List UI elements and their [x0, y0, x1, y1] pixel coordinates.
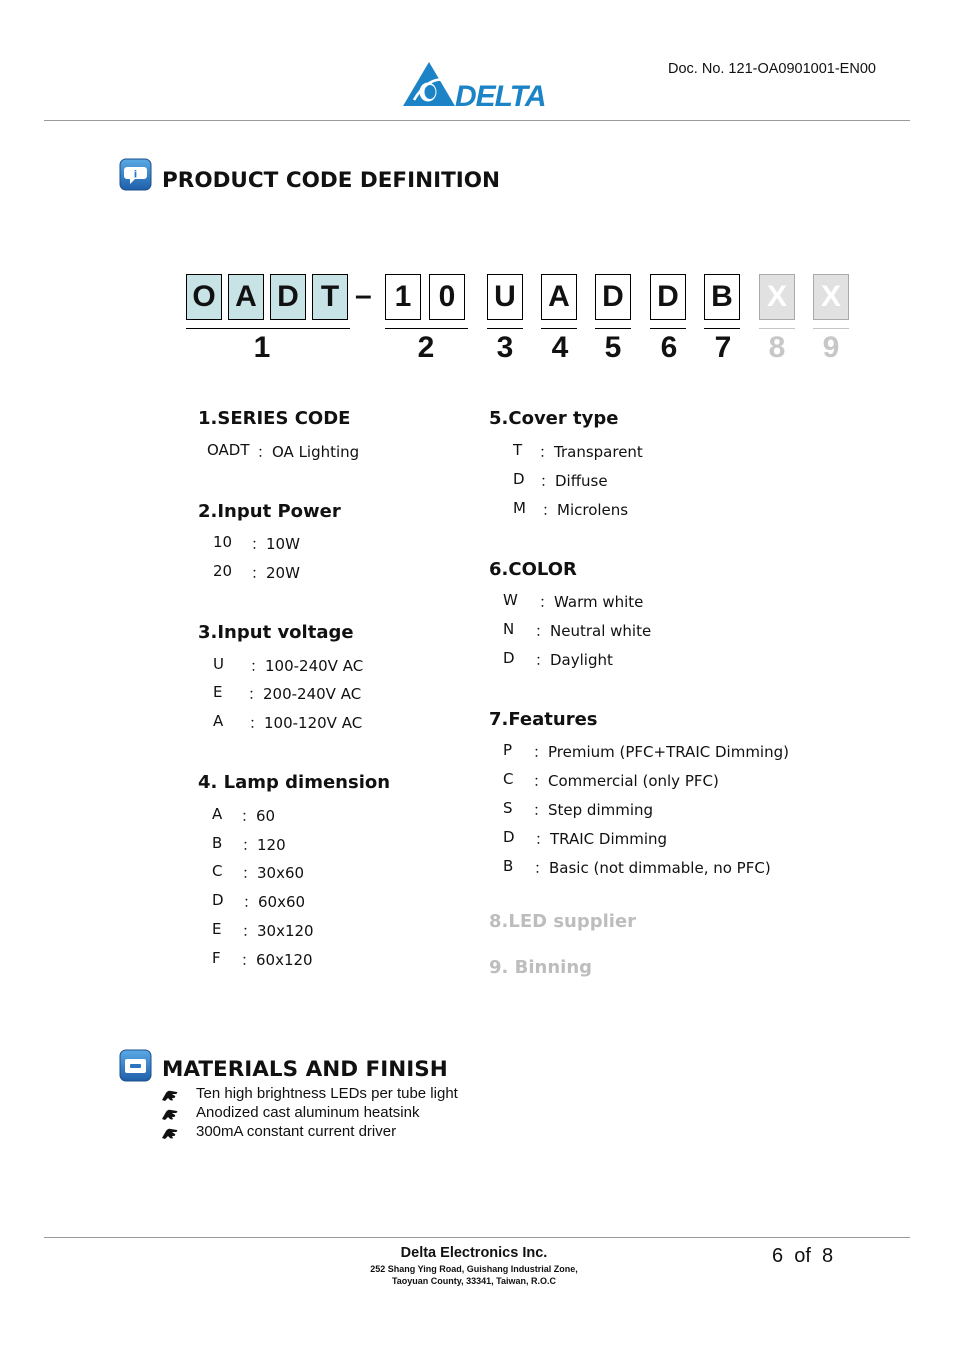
series-code-heading: 1.SERIES CODE: [198, 408, 351, 429]
definition-key: D: [503, 649, 515, 667]
list-item: 300mA constant current driver: [196, 1123, 397, 1140]
code-char: 1: [385, 274, 421, 320]
code-char: B: [704, 274, 740, 320]
code-char: T: [312, 274, 348, 320]
code-position-number: 6: [660, 331, 678, 364]
lamp-dimension-heading: 4. Lamp dimension: [198, 772, 391, 793]
hand-pointer-icon: [161, 1126, 179, 1140]
code-underline: [759, 328, 795, 329]
code-underline: [813, 328, 849, 329]
definition-value: ：TRAIC Dimming: [535, 830, 668, 848]
definition-key: P: [503, 741, 513, 759]
header-divider: [44, 120, 910, 121]
definition-value: ：60: [241, 807, 276, 825]
code-position-number: 9: [822, 331, 840, 364]
code-position-number: 4: [551, 331, 569, 364]
delta-logo-icon: [403, 60, 551, 110]
doc-number: Doc. No. 121-OA0901001-EN00: [668, 61, 876, 77]
svg-text:i: i: [133, 169, 138, 181]
definition-value: ：Transparent: [539, 443, 643, 461]
features-heading: 7.Features: [489, 709, 598, 730]
section-title-materials: MATERIALS AND FINISH: [162, 1057, 448, 1082]
section-title-product-code: PRODUCT CODE DEFINITION: [162, 168, 501, 193]
code-char: U: [487, 274, 523, 320]
code-underline: [541, 328, 577, 329]
definition-key: C: [503, 770, 514, 788]
definition-value: ：30x120: [242, 922, 314, 940]
code-position-number: 3: [496, 331, 514, 364]
code-underline: [186, 328, 350, 329]
code-char: D: [595, 274, 631, 320]
code-char: D: [650, 274, 686, 320]
definition-key: U: [213, 655, 224, 673]
code-char: A: [541, 274, 577, 320]
window-card-icon: [119, 1049, 152, 1086]
definition-key: F: [212, 949, 221, 967]
definition-value: ：Basic (not dimmable, no PFC): [534, 859, 771, 877]
code-underline: [704, 328, 740, 329]
led-supplier-heading: 8.LED supplier: [489, 911, 637, 932]
definition-value: ：Daylight: [535, 651, 613, 669]
cover-type-heading: 5.Cover type: [489, 408, 619, 429]
page-number: 6 of 8: [772, 1245, 834, 1267]
footer-address-line1: 252 Shang Ying Road, Guishang Industrial Zone,: [370, 1264, 578, 1274]
definition-value: ：10W: [251, 535, 300, 553]
definition-value: ：60x60: [243, 893, 306, 911]
code-char: O: [186, 274, 222, 320]
definition-value: ：OA Lighting: [257, 443, 360, 461]
code-char: 0: [429, 274, 465, 320]
binning-heading: 9. Binning: [489, 957, 593, 978]
definition-value: ：100-240V AC: [250, 657, 364, 675]
definition-key: C: [212, 862, 223, 880]
code-char: X: [813, 274, 849, 320]
definition-key: E: [213, 683, 223, 701]
definition-key: B: [212, 834, 223, 852]
logo-wordmark: DELTA: [455, 80, 546, 110]
color-heading: 6.COLOR: [489, 559, 577, 580]
definition-value: ：30x60: [242, 864, 305, 882]
code-char: D: [270, 274, 306, 320]
footer-divider: [44, 1237, 910, 1238]
code-underline: [650, 328, 686, 329]
code-position-number: 8: [768, 331, 786, 364]
definition-value: ：20W: [251, 564, 300, 582]
definition-key: 20: [213, 562, 233, 580]
definition-value: ：100-120V AC: [249, 714, 363, 732]
definition-key: T: [513, 441, 523, 459]
code-underline: [595, 328, 631, 329]
code-separator: –: [355, 279, 372, 312]
definition-value: ：60x120: [241, 951, 313, 969]
list-item: Ten high brightness LEDs per tube light: [196, 1085, 458, 1102]
input-power-heading: 2.Input Power: [198, 501, 341, 522]
input-voltage-heading: 3.Input voltage: [198, 622, 354, 643]
delta-logo: [403, 60, 551, 110]
definition-key: W: [503, 591, 518, 609]
definition-value: ：Microlens: [542, 501, 629, 519]
definition-value: ：Commercial (only PFC): [533, 772, 719, 790]
definition-key: D: [503, 828, 515, 846]
code-char: A: [228, 274, 264, 320]
footer-company: Delta Electronics Inc.: [400, 1245, 548, 1261]
code-position-number: 1: [253, 331, 271, 364]
definition-value: ：Warm white: [539, 593, 644, 611]
info-speech-bubble-icon: [119, 158, 152, 195]
hand-pointer-icon: [161, 1088, 179, 1102]
definition-key: 10: [213, 533, 233, 551]
definition-key: S: [503, 799, 513, 817]
definition-key: A: [212, 805, 223, 823]
definition-value: ：Premium (PFC+TRAIC Dimming): [533, 743, 789, 761]
list-item: Anodized cast aluminum heatsink: [196, 1104, 420, 1121]
definition-key: D: [212, 891, 224, 909]
definition-value: ：Neutral white: [535, 622, 652, 640]
definition-value: ：Step dimming: [533, 801, 654, 819]
footer-address-line2: Taoyuan County, 33341, Taiwan, R.O.C: [391, 1276, 557, 1286]
definition-key: E: [212, 920, 222, 938]
definition-key: D: [513, 470, 525, 488]
definition-key: OADT: [207, 441, 250, 459]
definition-value: ：200-240V AC: [248, 685, 362, 703]
code-underline: [487, 328, 523, 329]
definition-key: A: [213, 712, 224, 730]
definition-value: ：Diffuse: [540, 472, 608, 490]
hand-pointer-icon: [161, 1107, 179, 1121]
definition-key: M: [513, 499, 526, 517]
definition-key: B: [503, 857, 514, 875]
definition-value: ：120: [242, 836, 286, 854]
code-position-number: 5: [604, 331, 622, 364]
definition-key: N: [503, 620, 515, 638]
code-char: X: [759, 274, 795, 320]
code-underline: [385, 328, 468, 329]
code-position-number: 7: [714, 331, 732, 364]
code-position-number: 2: [417, 331, 435, 364]
